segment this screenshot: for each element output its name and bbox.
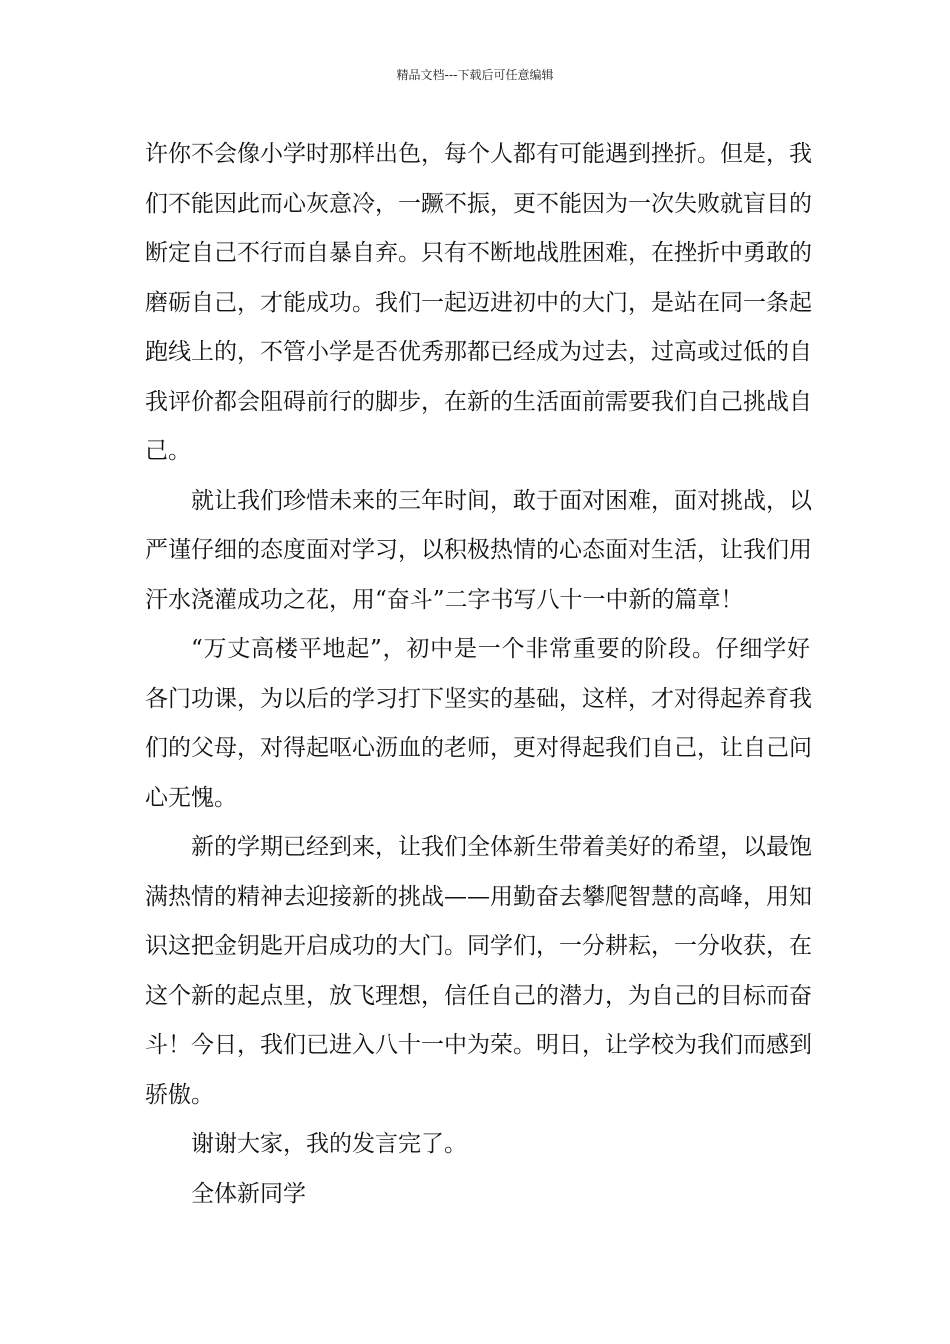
text-line: 识这把金钥匙开启成功的大门。同学们，一分耕耘，一分收获，在 xyxy=(145,933,812,959)
text-line: “万丈高楼平地起”，初中是一个非常重要的阶段。仔细学好 xyxy=(191,636,810,662)
text-line: 斗！今日，我们已进入八十一中为荣。明日，让学校为我们而感到 xyxy=(145,1032,812,1058)
text-line: 这个新的起点里，放飞理想，信任自己的潜力，为自己的目标而奋 xyxy=(145,982,812,1009)
paragraph xyxy=(145,477,810,626)
text-line: 就让我们珍惜未来的三年时间，敢于面对困难，面对挑战，以 xyxy=(191,487,812,514)
text-line: 满热情的精神去迎接新的挑战——用勤奋去攀爬智慧的高峰，用知 xyxy=(145,883,812,910)
text-line: 许你不会像小学时那样出色，每个人都有可能遇到挫折。但是，我 xyxy=(145,141,812,167)
text-line: 我评价都会阻碍前行的脚步，在新的生活面前需要我们自己挑战自 xyxy=(145,388,812,415)
paragraph xyxy=(145,130,810,477)
page-header: 精品文档---下载后可任意编辑 xyxy=(396,68,554,82)
text-line: 新的学期已经到来，让我们全体新生带着美好的希望，以最饱 xyxy=(191,834,812,860)
paragraph xyxy=(145,625,810,823)
text-line: 骄傲。 xyxy=(145,1081,214,1108)
paragraph xyxy=(145,1120,810,1170)
text-line: 心无愧。 xyxy=(145,784,237,811)
text-line: 各门功课，为以后的学习打下坚实的基础，这样，才对得起养育我 xyxy=(145,685,812,712)
text-line: 跑线上的，不管小学是否优秀那都已经成为过去，过高或过低的自 xyxy=(145,339,812,365)
text-line: 们的父母，对得起呕心沥血的老师，更对得起我们自己，让自己问 xyxy=(145,735,812,761)
text-line: 断定自己不行而自暴自弃。只有不断地战胜困难，在挫折中勇敢的 xyxy=(145,240,812,266)
text-line: 汗水浇灌成功之花，用“奋斗”二字书写八十一中新的篇章！ xyxy=(145,586,744,613)
text-line: 谢谢大家，我的发言完了。 xyxy=(191,1131,467,1157)
paragraph xyxy=(145,1170,810,1220)
document-body xyxy=(145,130,810,1219)
text-line: 严谨仔细的态度面对学习，以积极热情的心态面对生活，让我们用 xyxy=(145,537,812,563)
text-line: 己。 xyxy=(145,438,191,464)
signature-line: 全体新同学 xyxy=(191,1180,306,1207)
text-line: 们不能因此而心灰意冷，一蹶不振，更不能因为一次失败就盲目的 xyxy=(145,190,812,217)
text-line: 磨砺自己，才能成功。我们一起迈进初中的大门，是站在同一条起 xyxy=(145,289,812,316)
paragraph xyxy=(145,823,810,1120)
